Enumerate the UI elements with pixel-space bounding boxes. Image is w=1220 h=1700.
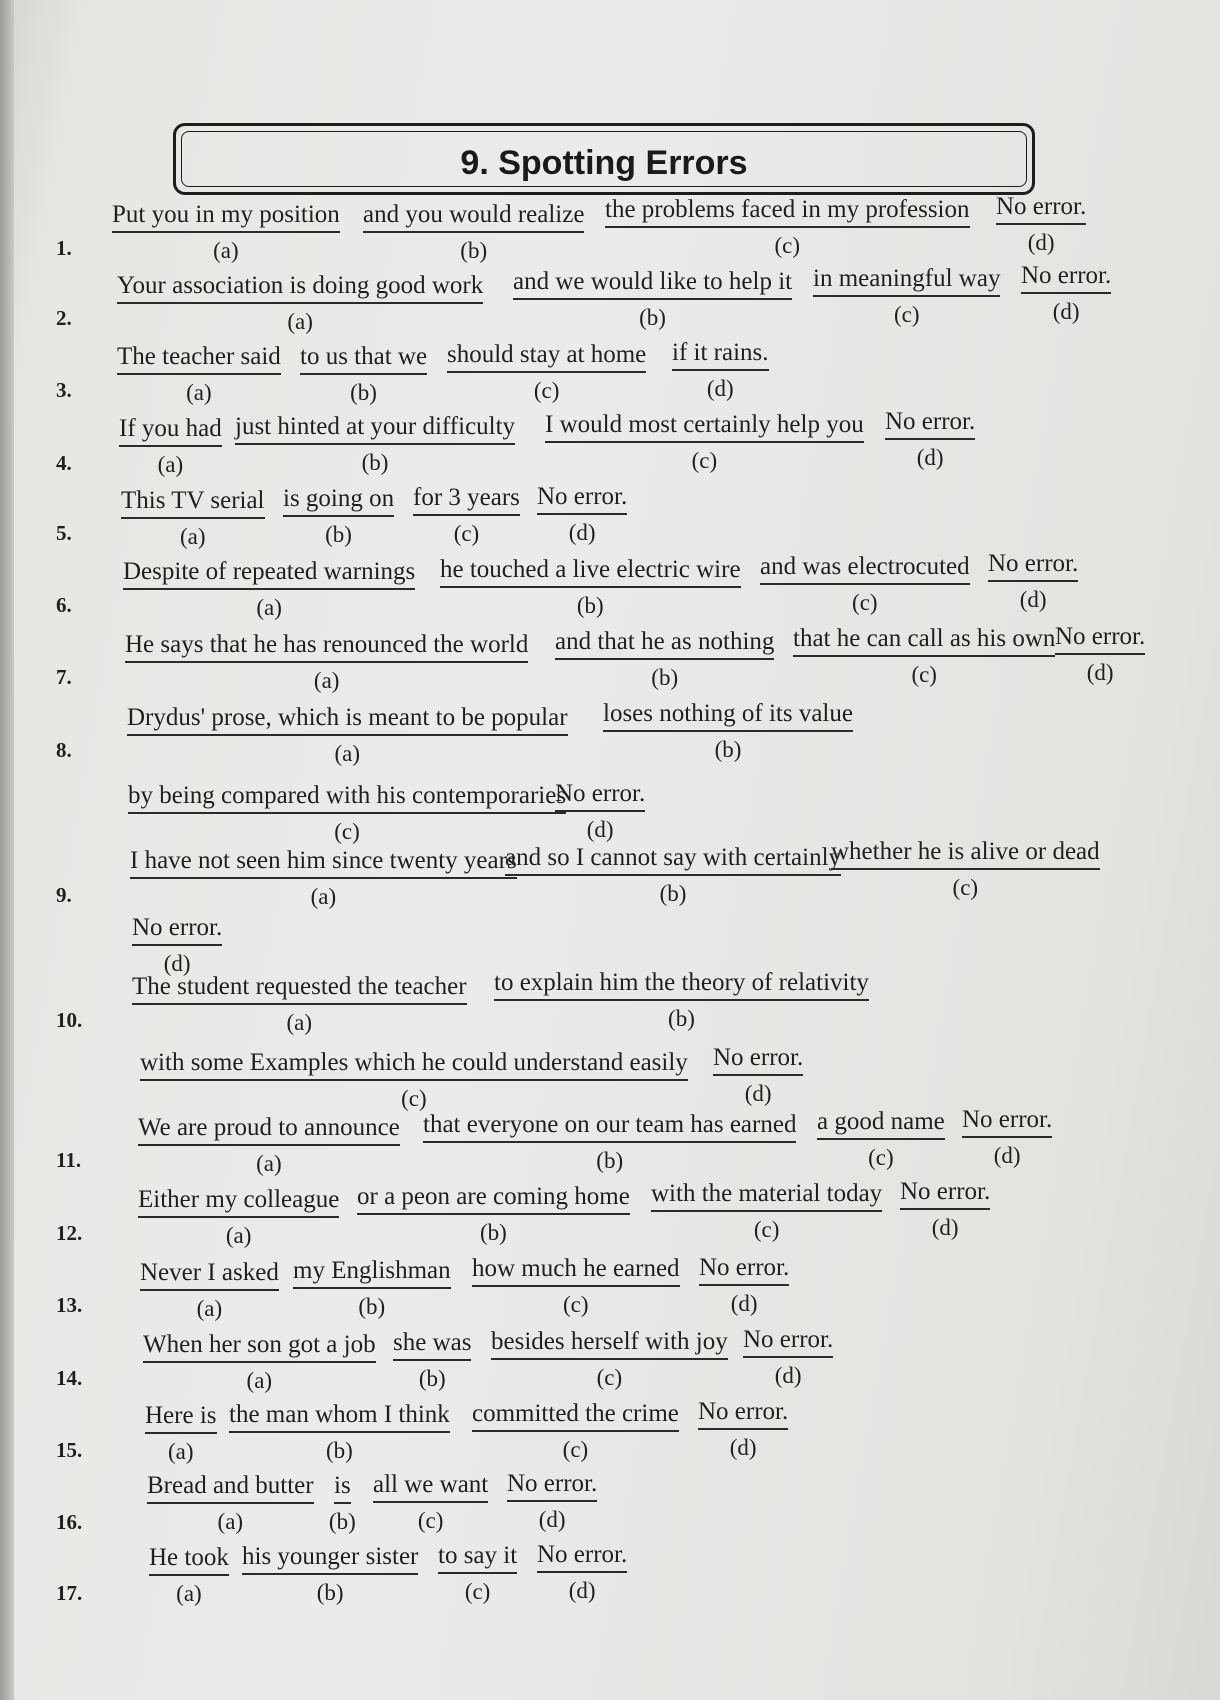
- option-label: (a): [313, 668, 340, 693]
- question-number: 16.: [56, 1510, 83, 1534]
- segment-text: loses nothing of its value: [603, 699, 853, 732]
- question-segment: [130, 846, 517, 909]
- segment-text: No error.: [1055, 622, 1145, 655]
- question-segment: [447, 340, 647, 403]
- question-segment: [147, 1471, 314, 1534]
- question-number: 3.: [56, 378, 72, 402]
- segment-text: by being compared with his contemporaries: [128, 781, 566, 814]
- option-label: (a): [287, 309, 313, 334]
- segment-text: all we want: [373, 1470, 488, 1503]
- question-segment: [438, 1541, 518, 1604]
- segment-text: No error.: [743, 1325, 833, 1358]
- segment-text: If you had: [119, 414, 222, 447]
- question-segment: [117, 342, 281, 405]
- option-label: (d): [774, 1363, 802, 1388]
- segment-text: Bread and butter: [147, 1471, 314, 1504]
- question-segment: [117, 271, 484, 334]
- question-number: 7.: [56, 665, 72, 689]
- question-segment: [698, 1397, 789, 1460]
- segment-text: No error.: [996, 192, 1086, 225]
- question-segment: [962, 1105, 1053, 1168]
- option-label: (b): [714, 737, 742, 762]
- option-label: (a): [157, 452, 184, 477]
- question-segment: [793, 624, 1056, 687]
- segment-text: No error.: [885, 407, 975, 440]
- question-segment: [128, 781, 567, 844]
- segment-text: Put you in my position: [112, 200, 340, 233]
- option-label: (c): [563, 1292, 589, 1317]
- question-segment: [900, 1177, 991, 1240]
- question-segment: [699, 1253, 790, 1316]
- option-label: (a): [179, 524, 206, 549]
- option-label: (a): [246, 1368, 273, 1393]
- question-number: 10.: [56, 1008, 83, 1032]
- option-label: (c): [691, 448, 718, 473]
- segment-text: No error.: [900, 1177, 990, 1210]
- option-label: (c): [852, 590, 878, 615]
- option-label: (d): [538, 1507, 566, 1532]
- segment-text: that he can call as his own: [793, 624, 1055, 657]
- option-label: (b): [325, 522, 352, 547]
- option-label: (b): [325, 1438, 353, 1463]
- question-segment: [132, 972, 467, 1035]
- question-number: 8.: [56, 738, 72, 762]
- question-segment: [235, 412, 516, 475]
- option-label: (d): [163, 951, 191, 976]
- option-label: (b): [639, 305, 666, 330]
- question-segment: [545, 410, 864, 473]
- question-segment: [140, 1258, 279, 1321]
- segment-text: that everyone on our team has earned: [423, 1110, 796, 1143]
- option-label: (d): [568, 520, 596, 545]
- option-label: (d): [706, 376, 734, 401]
- segment-text: besides herself with joy: [491, 1327, 728, 1360]
- question-segment: [537, 1540, 628, 1603]
- question-segment: [293, 1256, 451, 1319]
- segment-text: No error.: [555, 779, 645, 812]
- segment-text: No error.: [988, 549, 1078, 582]
- question-number: 2.: [56, 306, 72, 330]
- segment-text: just hinted at your difficulty: [235, 412, 515, 445]
- option-label: (c): [401, 1086, 427, 1111]
- question-segment: [132, 913, 223, 976]
- question-segment: [1055, 622, 1146, 685]
- question-segment: [651, 1179, 883, 1242]
- question-segment: [138, 1185, 340, 1248]
- option-label: (d): [1019, 587, 1047, 612]
- question-segment: [491, 1327, 728, 1390]
- option-label: (b): [350, 380, 377, 405]
- question-segment: [357, 1182, 630, 1245]
- option-label: (b): [596, 1148, 624, 1173]
- segment-text: Despite of repeated warnings: [123, 557, 415, 590]
- segment-text: Your association is doing good work: [117, 271, 483, 304]
- segment-text: and that he as nothing: [555, 627, 774, 660]
- option-label: (c): [334, 819, 360, 844]
- question-segment: [125, 630, 529, 693]
- question-segment: [505, 843, 842, 906]
- question-segment: [112, 200, 340, 263]
- question-segment: [672, 338, 769, 401]
- segment-text: and you would realize: [363, 200, 584, 233]
- question-number: 1.: [56, 236, 72, 260]
- option-label: (a): [167, 1439, 194, 1464]
- segment-text: He took: [149, 1543, 229, 1576]
- option-label: (c): [893, 302, 920, 327]
- segment-text: Never I asked: [140, 1258, 279, 1291]
- option-label: (d): [729, 1435, 757, 1460]
- segment-text: the problems faced in my profession: [605, 195, 970, 228]
- option-label: (a): [196, 1296, 223, 1321]
- question-segment: [603, 699, 853, 762]
- segment-text: in meaningful way: [813, 264, 1000, 297]
- question-segment: [138, 1113, 400, 1176]
- question-segment: [440, 555, 741, 618]
- question-segment: [472, 1399, 679, 1462]
- question-segment: [1021, 261, 1112, 324]
- question-segment: [605, 195, 970, 258]
- option-label: (a): [213, 238, 239, 263]
- option-label: (a): [256, 1151, 282, 1176]
- segment-text: I would most certainly help you: [545, 410, 864, 443]
- segment-text: he touched a live electric wire: [440, 555, 741, 588]
- option-label: (c): [952, 875, 979, 900]
- segment-text: No error.: [699, 1253, 789, 1286]
- option-label: (d): [1086, 660, 1114, 685]
- question-number: 11.: [56, 1148, 82, 1172]
- option-label: (b): [418, 1366, 446, 1391]
- question-segment: [713, 1043, 804, 1106]
- option-label: (d): [916, 445, 944, 470]
- question-segment: [555, 779, 646, 842]
- question-number: 6.: [56, 593, 72, 617]
- segment-text: for 3 years: [413, 483, 520, 516]
- question-segment: [885, 407, 976, 470]
- option-label: (a): [186, 380, 212, 405]
- segment-text: and so I cannot say with certainly: [505, 843, 841, 876]
- question-number: 4.: [56, 451, 72, 475]
- page-edge-shadow: [0, 0, 14, 1700]
- option-label: (d): [1027, 230, 1055, 255]
- option-label: (c): [453, 521, 480, 546]
- segment-text: is: [334, 1471, 351, 1504]
- option-label: (b): [316, 1580, 344, 1605]
- segment-text: to explain him the theory of relativity: [494, 968, 869, 1001]
- segment-text: should stay at home: [447, 340, 646, 373]
- question-number: 15.: [56, 1438, 83, 1462]
- option-label: (a): [310, 884, 337, 909]
- option-label: (b): [659, 881, 687, 906]
- segment-text: No error.: [537, 1540, 627, 1573]
- question-segment: [140, 1048, 688, 1111]
- segment-text: This TV serial: [121, 486, 265, 519]
- question-segment: [831, 837, 1100, 900]
- option-label: (c): [464, 1579, 491, 1604]
- segment-text: or a peon are coming home: [357, 1182, 630, 1215]
- question-number: 17.: [56, 1581, 83, 1605]
- question-segment: [537, 482, 628, 545]
- question-segment: [229, 1400, 450, 1463]
- segment-text: I have not seen him since twenty years: [130, 846, 517, 879]
- option-label: (c): [774, 233, 801, 258]
- question-segment: [988, 549, 1079, 612]
- segment-text: No error.: [132, 913, 222, 946]
- option-label: (c): [868, 1145, 894, 1170]
- segment-text: The student requested the teacher: [132, 972, 467, 1005]
- segment-text: No error.: [713, 1043, 803, 1076]
- option-label: (b): [361, 450, 389, 475]
- question-segment: [363, 200, 585, 263]
- question-segment: [555, 627, 775, 690]
- segment-text: the man whom I think: [229, 1400, 450, 1433]
- question-number: 12.: [56, 1221, 83, 1245]
- question-segment: [328, 1471, 356, 1534]
- segment-text: my Englishman: [293, 1256, 451, 1289]
- segment-text: Either my colleague: [138, 1185, 339, 1218]
- question-segment: [996, 192, 1087, 255]
- option-label: (c): [596, 1365, 623, 1390]
- question-segment: [507, 1469, 598, 1532]
- option-label: (c): [562, 1437, 589, 1462]
- option-label: (c): [533, 378, 560, 403]
- segment-text: with some Examples which he could understand easily: [140, 1048, 688, 1081]
- question-segment: [513, 267, 793, 330]
- segment-text: No error.: [962, 1105, 1052, 1138]
- segment-text: to us that we: [300, 342, 427, 375]
- segment-text: When her son got a job: [143, 1330, 376, 1363]
- question-segment: [300, 342, 428, 405]
- question-segment: [123, 557, 416, 620]
- question-segment: [393, 1328, 472, 1391]
- option-label: (b): [460, 238, 488, 263]
- question-segment: [817, 1107, 945, 1170]
- option-label: (c): [417, 1508, 444, 1533]
- question-segment: [373, 1470, 489, 1533]
- segment-text: a good name: [817, 1107, 945, 1140]
- question-number: 13.: [56, 1293, 83, 1317]
- option-label: (b): [668, 1006, 695, 1031]
- segment-text: committed the crime: [472, 1399, 679, 1432]
- segment-text: We are proud to announce: [138, 1113, 400, 1146]
- page-title: 9. Spotting Errors: [460, 144, 748, 182]
- segment-text: she was: [393, 1328, 471, 1361]
- segment-text: how much he earned: [472, 1254, 680, 1287]
- option-label: (b): [576, 593, 604, 618]
- option-label: (d): [744, 1081, 772, 1106]
- option-label: (d): [586, 817, 614, 842]
- question-segment: [472, 1254, 680, 1317]
- option-label: (d): [730, 1291, 758, 1316]
- segment-text: is going on: [283, 484, 394, 517]
- question-number: 14.: [56, 1366, 83, 1390]
- question-segment: [145, 1401, 217, 1464]
- option-label: (d): [568, 1578, 596, 1603]
- question-segment: [283, 484, 395, 547]
- segment-text: his younger sister: [242, 1542, 418, 1575]
- question-number: 9.: [56, 883, 72, 907]
- segment-text: No error.: [537, 482, 627, 515]
- option-label: (d): [931, 1215, 959, 1240]
- question-segment: [760, 552, 970, 615]
- segment-text: No error.: [1021, 261, 1111, 294]
- option-label: (c): [911, 662, 937, 687]
- segment-text: if it rains.: [672, 338, 769, 371]
- segment-text: Drydus' prose, which is meant to be popular: [127, 703, 568, 736]
- option-label: (a): [176, 1581, 202, 1606]
- question-segment: [119, 414, 222, 477]
- title-box: [173, 123, 1035, 195]
- question-segment: [127, 703, 568, 766]
- option-label: (a): [334, 741, 361, 766]
- question-segment: [494, 968, 869, 1031]
- question-segment: [121, 486, 265, 549]
- question-segment: [423, 1110, 797, 1173]
- option-label: (a): [256, 595, 282, 620]
- segment-text: with the material today: [651, 1179, 882, 1212]
- option-label: (b): [328, 1509, 356, 1534]
- question-segment: [143, 1330, 376, 1393]
- question-number: 5.: [56, 521, 72, 545]
- option-label: (d): [1052, 299, 1080, 324]
- option-label: (b): [358, 1294, 386, 1319]
- segment-text: No error.: [698, 1397, 788, 1430]
- segment-text: and we would like to help it: [513, 267, 792, 300]
- option-label: (d): [993, 1143, 1021, 1168]
- option-label: (b): [479, 1220, 507, 1245]
- question-segment: [149, 1543, 229, 1606]
- question-segment: [242, 1542, 419, 1605]
- segment-text: No error.: [507, 1469, 597, 1502]
- segment-text: and was electrocuted: [760, 552, 970, 585]
- question-segment: [813, 264, 1001, 327]
- segment-text: Here is: [145, 1401, 217, 1434]
- segment-text: whether he is alive or dead: [831, 837, 1100, 870]
- option-label: (c): [753, 1217, 780, 1242]
- question-segment: [743, 1325, 834, 1388]
- segment-text: to say it: [438, 1541, 517, 1574]
- option-label: (a): [225, 1223, 252, 1248]
- option-label: (a): [217, 1509, 244, 1534]
- question-segment: [413, 483, 520, 546]
- option-label: (a): [286, 1010, 313, 1035]
- option-label: (b): [651, 665, 679, 690]
- segment-text: He says that he has renounced the world: [125, 630, 528, 663]
- segment-text: The teacher said: [117, 342, 281, 375]
